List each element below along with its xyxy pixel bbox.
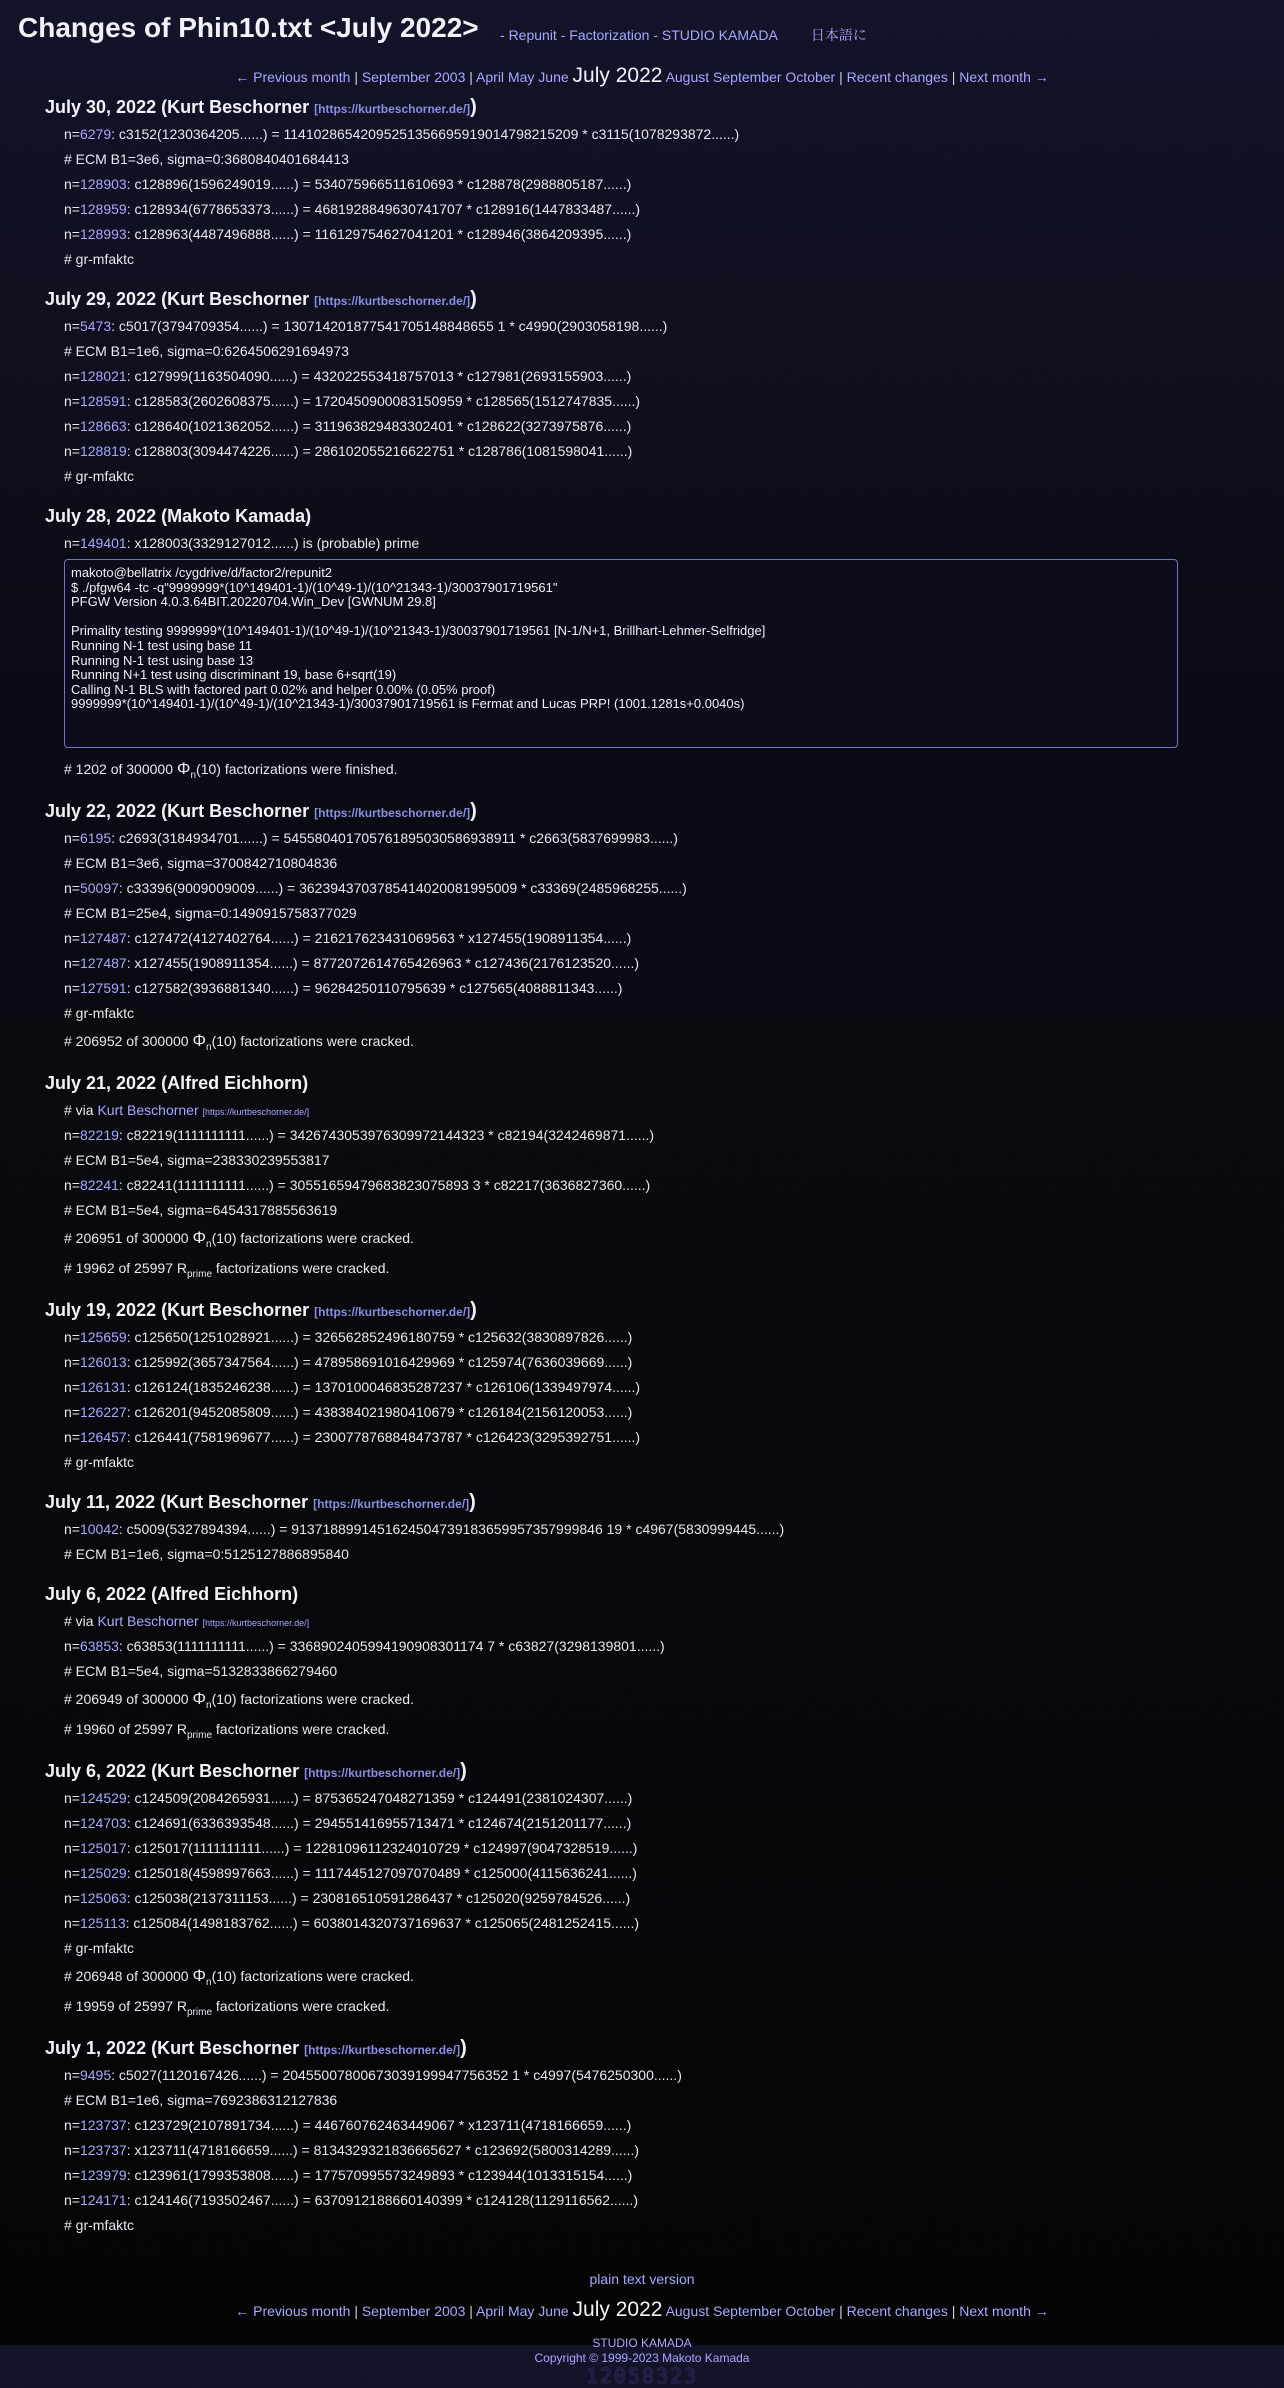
prev-month-link[interactable]: ← Previous month <box>235 69 351 85</box>
prev-month-link[interactable]: ← Previous month <box>235 2303 351 2319</box>
n-link[interactable]: 123737 <box>79 2117 127 2133</box>
line-text: # gr-mfaktc <box>64 2217 135 2233</box>
n-link[interactable]: 82241 <box>79 1177 119 1193</box>
n-link[interactable]: 126013 <box>79 1354 127 1370</box>
n-link[interactable]: 128819 <box>79 443 127 459</box>
crumb-studio[interactable]: STUDIO KAMADA <box>661 27 778 43</box>
closing-paren: ) <box>470 1299 477 1321</box>
line-text: : c124146(7193502467......) = 6370912188660140399 * c124128(1129116562......) <box>126 2192 638 2208</box>
section-heading <box>45 1068 1284 1098</box>
change-line: n=127487: x127455(1908911354......) = 8772072614765426963 * c127436(2176123520......) <box>64 955 640 971</box>
n-link[interactable]: 125063 <box>79 1890 127 1906</box>
month-nav-bottom: ← Previous month | September 2003 | April May June July 2022 August September October | Recent changes | Next month → <box>235 2298 1049 2321</box>
n-link[interactable]: 123737 <box>79 2142 127 2158</box>
section-heading <box>45 796 1284 826</box>
line-text: # ECM B1=1e6, sigma=0:6264506291694973 <box>64 343 349 359</box>
september-link[interactable]: September <box>713 2303 782 2319</box>
line-text: : c125084(1498183762......) = 6038014320737169637 * c125065(2481252415......) <box>125 1915 640 1931</box>
change-line: n=124529: c124509(2084265931......) = 875365247048271359 * c124491(2381024307......) <box>64 1790 633 1806</box>
section-entries <box>64 314 1284 489</box>
october-link[interactable]: October <box>785 2303 836 2319</box>
n-link[interactable]: 149401 <box>79 535 127 551</box>
section-date: July 21, 2022 (Alfred Eichhorn) <box>45 1073 309 1093</box>
change-section <box>45 1487 1284 1579</box>
change-section <box>45 2033 1284 2250</box>
line-text: : c126201(9452085809......) = 438384021980410679 * c126184(2156120053......) <box>126 1404 633 1420</box>
closing-paren: ) <box>470 96 477 118</box>
change-line: n=128993: c128963(4487496888......) = 116129754627041201 * c128946(3864209395......) <box>64 226 632 242</box>
line-text: # gr-mfaktc <box>64 1454 135 1470</box>
line-text: : c5009(5327894394......) = 9137188991451624504739183659957357999846 19 * c4967(5830999445......) <box>118 1521 785 1537</box>
august-link[interactable]: August <box>665 2303 710 2319</box>
line-text: : c128583(2602608375......) = 1720450900083150959 * c128565(1512747835......) <box>126 393 641 409</box>
author-url-link[interactable]: [https://kurtbeschorner.de/] <box>304 2043 461 2057</box>
section-entries <box>64 2063 1284 2238</box>
n-link[interactable]: 127591 <box>79 980 127 996</box>
recent-changes-link[interactable]: Recent changes <box>846 2303 948 2319</box>
change-line <box>64 1001 1284 1026</box>
line-text: # gr-mfaktc <box>64 1005 135 1021</box>
change-line: # 19960 of 25997 $R_{prime}$ factorizations were cracked. <box>64 1721 390 1741</box>
line-text: : c125992(3657347564......) = 478958691016429969 * c125974(7636039669......) <box>126 1354 633 1370</box>
author-url-link[interactable]: [https://kurtbeschorner.de/] <box>314 294 471 308</box>
change-line: # 1202 of 300000 $\Phi_n(10)$ factorizations were finished. <box>64 759 398 781</box>
n-link[interactable]: 125017 <box>79 1840 127 1856</box>
line-text: : c125017(1111111111......) = 12281096112324010729 * c124997(9047328519......) <box>126 1840 638 1856</box>
section-heading <box>45 1756 1284 1786</box>
line-text: : c128934(6778653373......) = 4681928849630741707 * c128916(1447833487......) <box>126 201 641 217</box>
section-entries <box>64 1325 1284 1475</box>
author-url-link[interactable]: [https://kurtbeschorner.de/] <box>314 806 471 820</box>
current-month: July 2022 <box>572 2298 663 2321</box>
change-line: n=123737: c123729(2107891734......) = 446760762463449067 * x123711(4718166659......) <box>64 2117 632 2133</box>
september-link[interactable]: September <box>713 69 782 85</box>
change-line: n=128903: c128896(1596249019......) = 534075966511610693 * c128878(2988805187......) <box>64 176 632 192</box>
change-line <box>64 1542 1284 1567</box>
change-line: n=126457: c126441(7581969677......) = 2300778768848473787 * c126423(3295392751......) <box>64 1429 641 1445</box>
line-text: # gr-mfaktc <box>64 468 135 484</box>
line-text: : c124509(2084265931......) = 875365247048271359 * c124491(2381024307......) <box>126 1790 633 1806</box>
closing-paren: ) <box>470 288 477 310</box>
line-text: : c125038(2137311153......) = 230816510591286437 * c125020(9259784526......) <box>126 1890 631 1906</box>
change-line <box>64 2213 1284 2238</box>
change-line: n=126227: c126201(9452085809......) = 438384021980410679 * c126184(2156120053......) <box>64 1404 633 1420</box>
april-link[interactable]: April <box>476 69 505 85</box>
section-date: July 19, 2022 (Kurt Beschorner <box>45 1300 315 1320</box>
may-link[interactable]: May <box>507 69 535 85</box>
line-text: : c2693(3184934701......) = 545580401705761895030586938911 * c2663(5837699983......) <box>111 830 678 846</box>
line-text: : c127999(1163504090......) = 432022553418757013 * c127981(2693155903......) <box>126 368 632 384</box>
month-nav-top: ← Previous month | September 2003 | April May June July 2022 August September October | Recent changes | Next month → <box>235 64 1049 87</box>
section-date: July 6, 2022 (Alfred Eichhorn) <box>45 1584 299 1604</box>
line-text: : c128963(4487496888......) = 116129754627041201 * c128946(3864209395......) <box>126 226 632 242</box>
author-url-link[interactable]: [https://kurtbeschorner.de/] <box>313 1497 470 1511</box>
change-section <box>45 1756 1284 2033</box>
n-link[interactable]: 9495 <box>79 2067 112 2083</box>
section-entries <box>64 1609 1284 1744</box>
line-text: # ECM B1=1e6, sigma=7692386312127836 <box>64 2092 338 2108</box>
line-text: # ECM B1=5e4, sigma=238330239553817 <box>64 1152 330 1168</box>
n-link[interactable]: 124703 <box>79 1815 127 1831</box>
next-month-link[interactable]: Next month → <box>959 2303 1049 2319</box>
line-text: : c128640(1021362052......) = 311963829483302401 * c128622(3273975876......) <box>126 418 632 434</box>
n-link[interactable]: 127487 <box>79 930 127 946</box>
section-date: July 1, 2022 (Kurt Beschorner <box>45 2038 305 2058</box>
pfgw-output-box: makoto@bellatrix /cygdrive/d/factor2/repunit2 $ ./pfgw64 -tc -q"9999999*(10^149401-1)/(10^49-1)/(10^21343-1)/30037901719561" PFGW Version 4.0.3.64BIT.20220704.Win_Dev [GWNUM 29.8] Primality testing 9999999*(10^149401-1)/(10^49-1)/(10^21343-1)/30037901719561 [N-1/N+1, Brillhart-Lehmer-Selfridge] Running N-1 test using base 11 Running N-1 test using base 13 Running N+1 test using discriminant 19, base 6+sqrt(19) Calling N-1 BLS with factored part 0.02% and helper 0.00% (0.05% proof) 9999999*(10^149401-1)/(10^49-1)/(10^21343-1)/30037901719561 is Fermat and Lucas PRP! (1001.1281s+0.0040s) <box>64 559 1178 748</box>
change-line: n=10042: c5009(5327894394......) = 9137188991451624504739183659957357999846 19 * c4967(5830999445......) <box>64 1521 785 1537</box>
recent-changes-link[interactable]: Recent changes <box>846 69 948 85</box>
change-line <box>64 2088 1284 2113</box>
section-heading <box>45 284 1284 314</box>
line-text: # gr-mfaktc <box>64 1940 135 1956</box>
change-line: n=6195: c2693(3184934701......) = 545580401705761895030586938911 * c2663(5837699983......) <box>64 830 678 846</box>
line-text: : c124691(6336393548......) = 294551416955713471 * c124674(2151201177......) <box>126 1815 632 1831</box>
crumb-factorization[interactable]: Factorization <box>569 27 650 43</box>
line-text: : x127455(1908911354......) = 8772072614765426963 * c127436(2176123520......) <box>126 955 640 971</box>
line-text: : c127472(4127402764......) = 216217623431069563 * x127455(1908911354......) <box>126 930 632 946</box>
n-link[interactable]: 128021 <box>79 368 127 384</box>
n-link[interactable]: 123979 <box>79 2167 127 2183</box>
change-line: # 19959 of 25997 $R_{prime}$ factorizations were cracked. <box>64 1998 390 2018</box>
sep2003-link[interactable]: September 2003 <box>361 69 466 85</box>
n-link[interactable]: 6195 <box>79 830 112 846</box>
change-line: n=50097: c33396(9009009009......) = 3623943703785414020081995009 * c33369(2485968255......) <box>64 880 687 896</box>
line-text: : c125018(4598997663......) = 1117445127097070489 * c125000(4115636241......) <box>126 1865 637 1881</box>
change-section <box>45 501 1284 796</box>
section-entries <box>64 1098 1284 1283</box>
change-line <box>64 1936 1284 1961</box>
next-month-link[interactable]: Next month → <box>959 69 1049 85</box>
change-line: n=125017: c125017(1111111111......) = 12281096112324010729 * c124997(9047328519......) <box>64 1840 638 1856</box>
n-link[interactable]: 125113 <box>79 1915 126 1931</box>
line-text: # ECM B1=5e4, sigma=5132833866279460 <box>64 1663 338 1679</box>
closing-paren: ) <box>470 800 477 822</box>
sep2003-link[interactable]: September 2003 <box>361 2303 466 2319</box>
change-line: # 206948 of 300000 $\Phi_n(10)$ factorizations were cracked. <box>64 1966 414 1988</box>
author-url-link[interactable]: [https://kurtbeschorner.de/] <box>314 102 471 116</box>
n-link[interactable]: 124171 <box>79 2192 127 2208</box>
change-line: n=63853: c63853(1111111111......) = 3368902405994190908301174 7 * c63827(3298139801......) <box>64 1638 665 1654</box>
section-date: July 29, 2022 (Kurt Beschorner <box>45 289 315 309</box>
june-link[interactable]: June <box>538 69 569 85</box>
line-text: : c123729(2107891734......) = 446760762463449067 * x123711(4718166659......) <box>126 2117 632 2133</box>
change-line: # 206952 of 300000 $\Phi_n(10)$ factorizations were cracked. <box>64 1031 414 1053</box>
section-date: July 30, 2022 (Kurt Beschorner <box>45 97 315 117</box>
change-line: n=124703: c124691(6336393548......) = 294551416955713471 * c124674(2151201177......) <box>64 1815 632 1831</box>
phi-symbol: Φ <box>192 1228 207 1247</box>
via-url-link[interactable]: [https://kurtbeschorner.de/] <box>202 1107 310 1117</box>
change-section <box>45 284 1284 501</box>
change-line: n=128959: c128934(6778653373......) = 4681928849630741707 * c128916(1447833487......) <box>64 201 641 217</box>
august-link[interactable]: August <box>665 69 710 85</box>
closing-paren: ) <box>469 1491 476 1513</box>
copyright: Copyright © 1999-2023 Makoto Kamada <box>534 2351 750 2365</box>
via-author-link[interactable]: Kurt Beschorner <box>97 1102 199 1118</box>
line-text: : x123711(4718166659......) = 8134329321836665627 * c123692(5800314289......) <box>126 2142 640 2158</box>
section-heading <box>45 2033 1284 2063</box>
change-line: n=123737: x123711(4718166659......) = 8134329321836665627 * c123692(5800314289......) <box>64 2142 640 2158</box>
june-link[interactable]: June <box>538 2303 569 2319</box>
n-link[interactable]: 128993 <box>79 226 127 242</box>
line-text: # ECM B1=5e4, sigma=6454317885563619 <box>64 1202 338 1218</box>
change-line <box>64 1450 1284 1475</box>
change-section <box>45 1068 1284 1295</box>
footer <box>0 2336 1284 2386</box>
n-link[interactable]: 126227 <box>79 1404 127 1420</box>
change-line: n=128591: c128583(2602608375......) = 1720450900083150959 * c128565(1512747835......) <box>64 393 641 409</box>
change-line: n=127591: c127582(3936881340......) = 96284250110795639 * c127565(4088811343......) <box>64 980 623 996</box>
n-link[interactable]: 5473 <box>79 318 112 334</box>
line-text: # ECM B1=3e6, sigma=3700842710804836 <box>64 855 338 871</box>
section-date: July 11, 2022 (Kurt Beschorner <box>45 1492 314 1512</box>
change-line: n=124171: c124146(7193502467......) = 6370912188660140399 * c124128(1129116562......) <box>64 2192 638 2208</box>
line-text: : c128896(1596249019......) = 534075966511610693 * c128878(2988805187......) <box>126 176 632 192</box>
section-heading <box>45 92 1284 122</box>
phi-symbol: Φ <box>192 1689 207 1708</box>
october-link[interactable]: October <box>785 69 836 85</box>
change-line <box>64 464 1284 489</box>
phi-symbol: Φ <box>192 1031 207 1050</box>
n-link[interactable]: 50097 <box>79 880 119 896</box>
changes-list <box>0 92 1284 2250</box>
change-line: n=128663: c128640(1021362052......) = 311963829483302401 * c128622(3273975876......) <box>64 418 632 434</box>
phi-symbol: Φ <box>176 759 191 778</box>
n-link[interactable]: 128903 <box>79 176 127 192</box>
section-entries <box>64 1786 1284 2021</box>
phi-symbol: Φ <box>192 1966 207 1985</box>
section-heading <box>45 1579 1284 1609</box>
n-link[interactable]: 6279 <box>79 126 112 142</box>
line-text: : c5017(3794709354......) = 130714201877541705148848655 1 * c4990(2903058198......) <box>111 318 668 334</box>
line-text: : x128003(3329127012......) is (probable) prime <box>126 535 420 551</box>
line-text: : c3152(1230364205......) = 11410286542095251356695919014798215209 * c3115(1078293872......) <box>111 126 740 142</box>
change-line: n=123979: c123961(1799353808......) = 177570995573249893 * c123944(1013315154......) <box>64 2167 633 2183</box>
line-text: # gr-mfaktc <box>64 251 135 267</box>
section-heading <box>45 1295 1284 1325</box>
access-counter: 12058323 <box>585 2364 699 2388</box>
change-line: n=125113: c125084(1498183762......) = 6038014320737169637 * c125065(2481252415......) <box>64 1915 640 1931</box>
change-line: n=149401: x128003(3329127012......) is (probable) prime <box>64 535 420 551</box>
line-text: : c126441(7581969677......) = 2300778768848473787 * c126423(3295392751......) <box>126 1429 641 1445</box>
section-heading <box>45 501 1284 531</box>
change-line: n=126131: c126124(1835246238......) = 1370100046835287237 * c126106(1339497974......) <box>64 1379 641 1395</box>
section-date: July 28, 2022 (Makoto Kamada) <box>45 506 312 526</box>
line-text: # ECM B1=3e6, sigma=0:3680840401684413 <box>64 151 349 167</box>
section-entries <box>64 826 1284 1056</box>
change-line: n=128021: c127999(1163504090......) = 432022553418757013 * c127981(2693155903......) <box>64 368 632 384</box>
change-line <box>64 1198 1284 1223</box>
line-text: : c33396(9009009009......) = 3623943703785414020081995009 * c33369(2485968255......) <box>118 880 687 896</box>
change-section <box>45 1579 1284 1756</box>
studio-link[interactable]: STUDIO KAMADA <box>592 2336 692 2350</box>
page-title: Changes of Phin10.txt <July 2022> <box>18 12 479 43</box>
closing-paren: ) <box>460 1760 467 1782</box>
n-link[interactable]: 126457 <box>79 1429 127 1445</box>
change-line: n=82219: c82219(1111111111......) = 3426743053976309972144323 * c82194(3242469871......) <box>64 1127 655 1143</box>
line-text: : c125650(1251028921......) = 326562852496180759 * c125632(3830897826......) <box>126 1329 633 1345</box>
change-line: n=126013: c125992(3657347564......) = 478958691016429969 * c125974(7636039669......) <box>64 1354 633 1370</box>
page-header <box>0 0 1284 60</box>
change-section <box>45 796 1284 1068</box>
line-text: # ECM B1=25e4, sigma=0:1490915758377029 <box>64 905 357 921</box>
author-url-link[interactable]: [https://kurtbeschorner.de/] <box>314 1305 471 1319</box>
change-line: n=5473: c5017(3794709354......) = 130714201877541705148848655 1 * c4990(2903058198......) <box>64 318 668 334</box>
change-line: n=125029: c125018(4598997663......) = 1117445127097070489 * c125000(4115636241......) <box>64 1865 637 1881</box>
line-text: : c123961(1799353808......) = 177570995573249893 * c123944(1013315154......) <box>126 2167 633 2183</box>
n-link[interactable]: 82219 <box>79 1127 119 1143</box>
section-date: July 6, 2022 (Kurt Beschorner <box>45 1761 305 1781</box>
change-line <box>64 147 1284 172</box>
change-line <box>64 1659 1284 1684</box>
change-section <box>45 1295 1284 1487</box>
change-line: n=9495: c5027(1120167426......) = 20455007800673039199947756352 1 * c4997(5476250300......) <box>64 2067 682 2083</box>
line-text: : c5027(1120167426......) = 20455007800673039199947756352 1 * c4997(5476250300......) <box>111 2067 682 2083</box>
via-author-link[interactable]: Kurt Beschorner <box>97 1613 199 1629</box>
change-line <box>64 1148 1284 1173</box>
plain-text-link[interactable]: plain text version <box>589 2271 695 2287</box>
line-text: : c82241(1111111111......) = 30551659479683823075893 3 * c82217(3636827360......) <box>118 1177 651 1193</box>
n-link[interactable]: 126131 <box>79 1379 127 1395</box>
n-link[interactable]: 125029 <box>79 1865 127 1881</box>
change-line: # 19962 of 25997 $R_{prime}$ factorizations were cracked. <box>64 1260 390 1280</box>
change-section <box>45 92 1284 284</box>
n-link[interactable]: 124529 <box>79 1790 127 1806</box>
section-entries <box>64 122 1284 272</box>
line-text: : c127582(3936881340......) = 96284250110795639 * c127565(4088811343......) <box>126 980 623 996</box>
n-link[interactable]: 10042 <box>79 1521 119 1537</box>
change-line: # 206951 of 300000 $\Phi_n(10)$ factorizations were cracked. <box>64 1228 414 1250</box>
section-entries <box>64 531 1284 784</box>
line-text: : c63853(1111111111......) = 3368902405994190908301174 7 * c63827(3298139801......) <box>118 1638 665 1654</box>
breadcrumb: - Repunit - Factorization - STUDIO KAMADA 日本語に <box>500 27 867 43</box>
change-line: # 206949 of 300000 $\Phi_n(10)$ factorizations were cracked. <box>64 1689 414 1711</box>
n-link[interactable]: 125659 <box>79 1329 127 1345</box>
n-link[interactable]: 128591 <box>79 393 127 409</box>
may-link[interactable]: May <box>507 2303 535 2319</box>
april-link[interactable]: April <box>476 2303 505 2319</box>
section-heading <box>45 1487 1284 1517</box>
change-line: n=125063: c125038(2137311153......) = 230816510591286437 * c125020(9259784526......) <box>64 1890 631 1906</box>
change-line: n=82241: c82241(1111111111......) = 30551659479683823075893 3 * c82217(3636827360......) <box>64 1177 651 1193</box>
n-link[interactable]: 128959 <box>79 201 127 217</box>
change-line: n=6279: c3152(1230364205......) = 11410286542095251356695919014798215209 * c3115(1078293872......) <box>64 126 740 142</box>
via-url-link[interactable]: [https://kurtbeschorner.de/] <box>202 1618 310 1628</box>
n-link[interactable]: 127487 <box>79 955 127 971</box>
line-text: : c126124(1835246238......) = 1370100046835287237 * c126106(1339497974......) <box>126 1379 641 1395</box>
change-line: n=125659: c125650(1251028921......) = 326562852496180759 * c125632(3830897826......) <box>64 1329 633 1345</box>
plain-text-row <box>0 2264 1284 2294</box>
line-text: : c128803(3094474226......) = 286102055216622751 * c128786(1081598041......) <box>126 443 633 459</box>
change-line: n=128819: c128803(3094474226......) = 286102055216622751 * c128786(1081598041......) <box>64 443 633 459</box>
closing-paren: ) <box>460 2037 467 2059</box>
n-link[interactable]: 63853 <box>79 1638 119 1654</box>
section-date: July 22, 2022 (Kurt Beschorner <box>45 801 315 821</box>
crumb-repunit[interactable]: Repunit <box>508 27 557 43</box>
change-line <box>64 901 1284 926</box>
change-line: # via Kurt Beschorner [https://kurtbeschorner.de/] <box>64 1102 310 1118</box>
line-text: # ECM B1=1e6, sigma=0:5125127886895840 <box>64 1546 349 1562</box>
current-month: July 2022 <box>572 64 663 87</box>
n-link[interactable]: 128663 <box>79 418 127 434</box>
author-url-link[interactable]: [https://kurtbeschorner.de/] <box>304 1766 461 1780</box>
section-entries <box>64 1517 1284 1567</box>
change-line: # via Kurt Beschorner [https://kurtbeschorner.de/] <box>64 1613 310 1629</box>
change-line <box>64 851 1284 876</box>
change-line <box>64 339 1284 364</box>
line-text: : c82219(1111111111......) = 3426743053976309972144323 * c82194(3242469871......) <box>118 1127 655 1143</box>
change-line <box>64 247 1284 272</box>
change-line: n=127487: c127472(4127402764......) = 216217623431069563 * x127455(1908911354......) <box>64 930 632 946</box>
japanese-link[interactable]: 日本語に <box>810 27 867 43</box>
